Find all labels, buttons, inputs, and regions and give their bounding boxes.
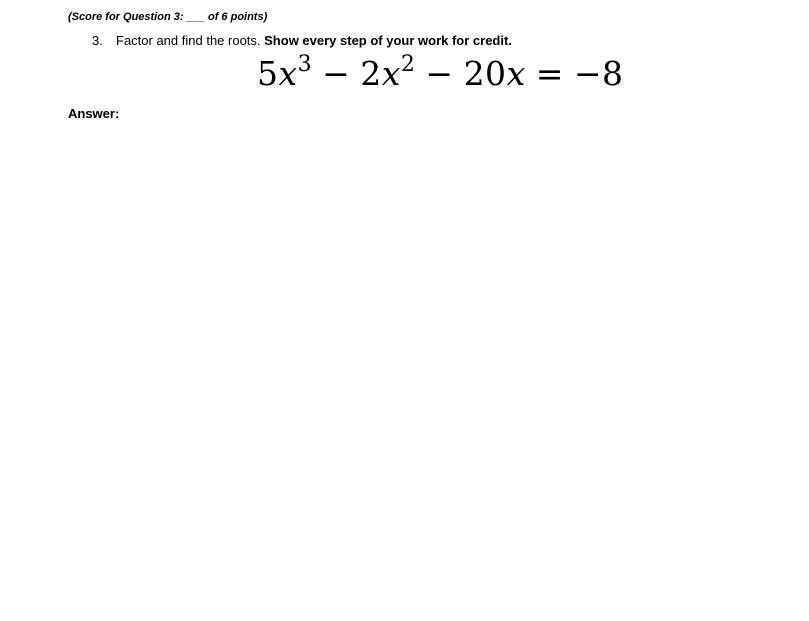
term2-exponent: 2	[400, 52, 416, 77]
equals-sign: =	[535, 54, 564, 93]
term1-exponent: 3	[297, 52, 313, 77]
term2-coefficient: 2	[360, 54, 382, 93]
term1-coefficient: 5	[257, 54, 279, 93]
term3-variable: x	[506, 54, 526, 93]
minus-operator-1: −	[322, 54, 351, 93]
equation	[257, 54, 624, 93]
term1-variable: x	[278, 54, 298, 93]
term3-coefficient: 20	[463, 54, 507, 93]
question-3	[92, 33, 512, 48]
question-instruction: Show every step of your work for credit.	[264, 33, 512, 48]
minus-operator-2: −	[425, 54, 454, 93]
question-prompt: Factor and find the roots.	[116, 33, 265, 48]
term2-variable: x	[381, 54, 401, 93]
answer-label: Answer:	[68, 106, 120, 121]
right-hand-side: −8	[573, 54, 624, 93]
score-line: (Score for Question 3: ___ of 6 points)	[68, 11, 268, 23]
question-number: 3.	[92, 33, 103, 48]
